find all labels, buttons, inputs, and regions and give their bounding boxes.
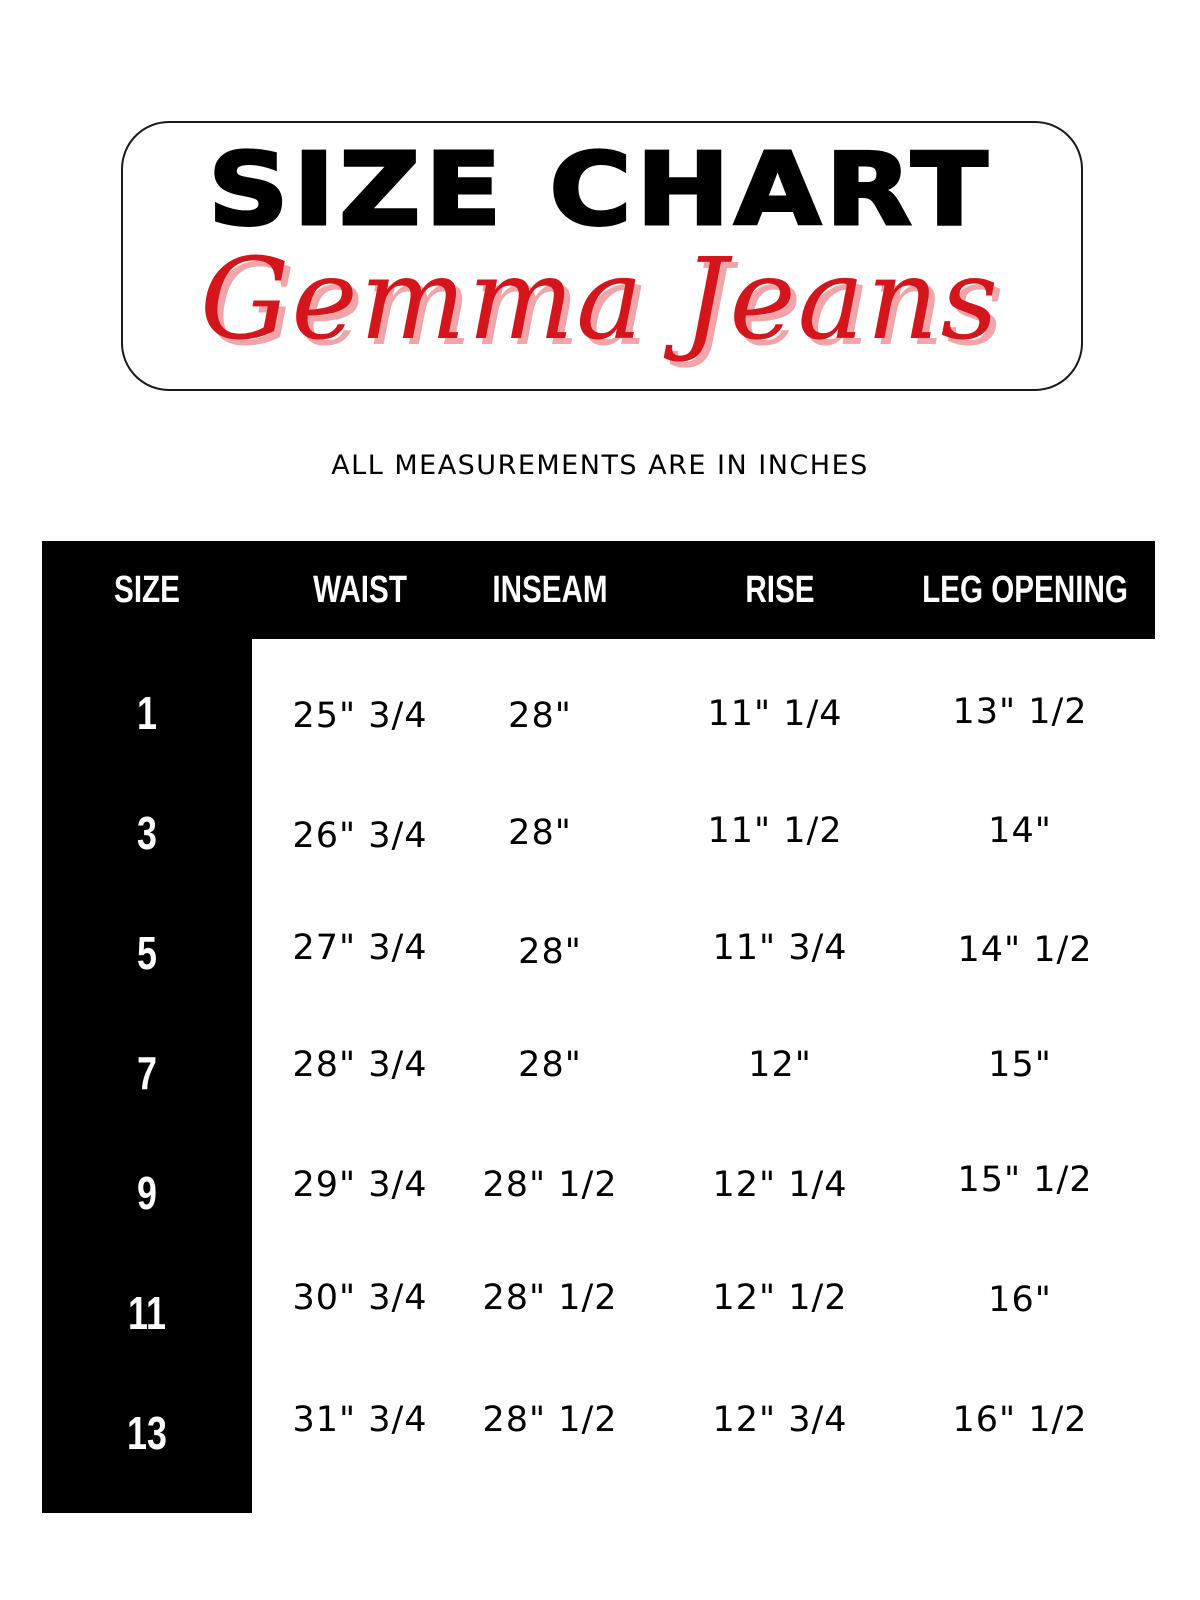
- rise-cell: 12" 1/2: [712, 1278, 848, 1318]
- waist-cell: 26" 3/4: [292, 816, 428, 856]
- measurement-note: ALL MEASUREMENTS ARE IN INCHES: [331, 450, 869, 481]
- waist-cell: 27" 3/4: [292, 928, 428, 968]
- size-cell: 11: [128, 1287, 166, 1339]
- waist-cell: 29" 3/4: [292, 1165, 428, 1205]
- size-cell: 7: [137, 1047, 157, 1099]
- rise-cell: 12" 1/4: [712, 1165, 848, 1205]
- header-waist: WAIST: [313, 569, 407, 611]
- rise-cell: 11" 3/4: [712, 928, 848, 968]
- leg-opening-cell: 16": [988, 1280, 1052, 1320]
- leg-opening-cell: 15": [988, 1045, 1052, 1085]
- leg-opening-cell: 13" 1/2: [952, 692, 1088, 732]
- rise-cell: 12": [748, 1045, 812, 1085]
- waist-cell: 30" 3/4: [292, 1278, 428, 1318]
- inseam-cell: 28": [518, 932, 582, 972]
- header-size: SIZE: [114, 569, 180, 611]
- rise-cell: 12" 3/4: [712, 1400, 848, 1440]
- waist-cell: 25" 3/4: [292, 696, 428, 736]
- rise-cell: 11" 1/2: [707, 811, 843, 851]
- leg-opening-cell: 15" 1/2: [957, 1160, 1093, 1200]
- header-rise: RISE: [745, 569, 815, 611]
- leg-opening-cell: 16" 1/2: [952, 1400, 1088, 1440]
- header-inseam: INSEAM: [492, 569, 608, 611]
- header-leg-opening: LEG OPENING: [922, 569, 1128, 611]
- size-cell: 3: [137, 807, 157, 859]
- page-title: SIZE CHART: [207, 131, 993, 248]
- inseam-cell: 28" 1/2: [482, 1278, 618, 1318]
- product-name: Gemma Jeans: [199, 235, 1001, 365]
- leg-opening-cell: 14": [988, 811, 1052, 851]
- size-cell: 5: [137, 927, 157, 979]
- waist-cell: 31" 3/4: [292, 1400, 428, 1440]
- size-cell: 13: [127, 1407, 167, 1459]
- size-cell: 9: [137, 1167, 157, 1219]
- inseam-cell: 28" 1/2: [482, 1400, 618, 1440]
- waist-cell: 28" 3/4: [292, 1045, 428, 1085]
- rise-cell: 11" 1/4: [707, 694, 843, 734]
- inseam-cell: 28": [508, 696, 572, 736]
- leg-opening-cell: 14" 1/2: [957, 930, 1093, 970]
- size-cell: 1: [137, 687, 157, 739]
- inseam-cell: 28": [508, 813, 572, 853]
- inseam-cell: 28": [518, 1045, 582, 1085]
- inseam-cell: 28" 1/2: [482, 1165, 618, 1205]
